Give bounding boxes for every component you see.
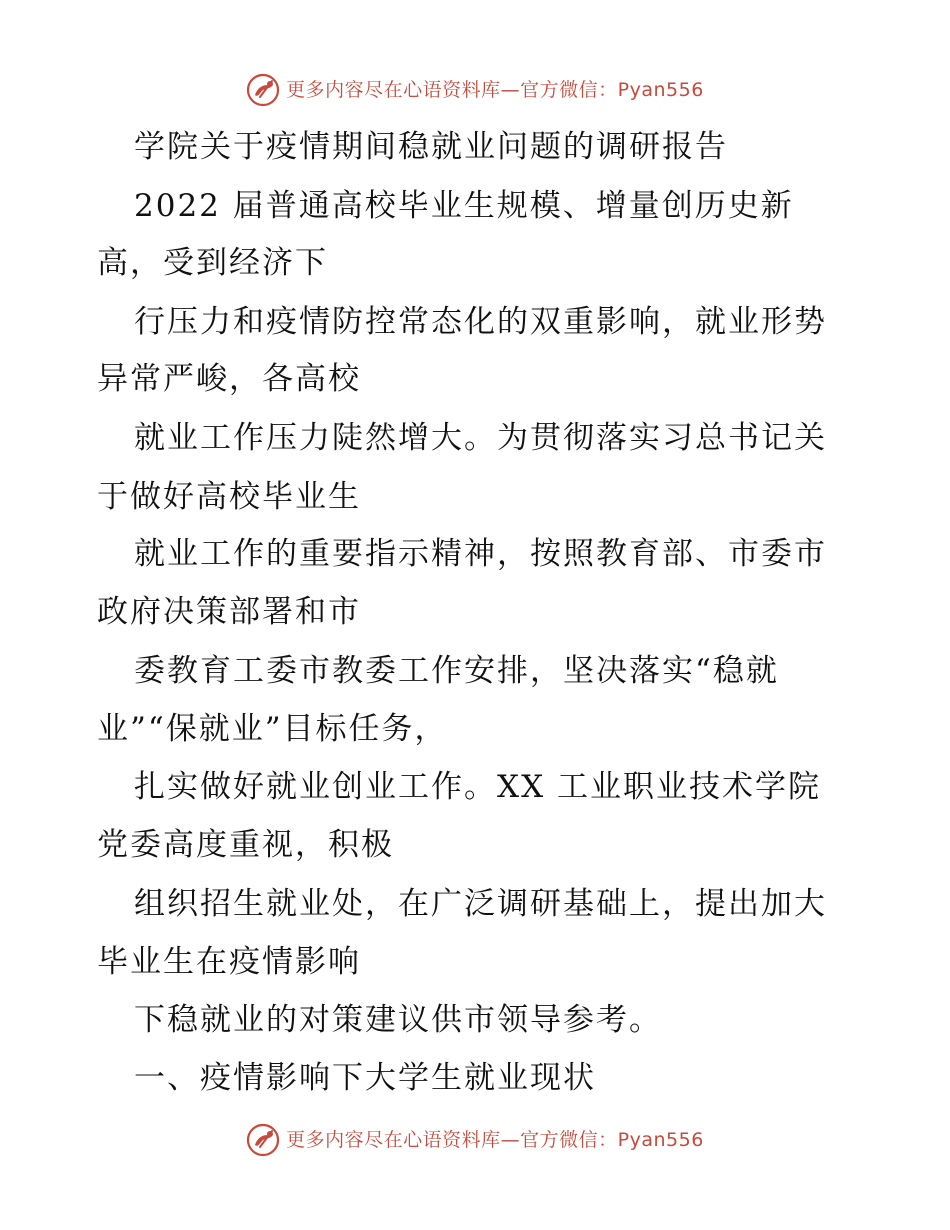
paragraph-line: 扎实做好就业创业工作。XX 工业职业技术学院 xyxy=(134,769,821,805)
footer-watermark xyxy=(0,1120,950,1160)
watermark-text: 更多内容尽在心语资料库—官方微信：Pyan556 xyxy=(286,1128,704,1151)
header-watermark xyxy=(0,70,950,110)
paragraph-line: 组织招生就业处，在广泛调研基础上，提出加大 xyxy=(134,886,827,922)
paragraph-line: 行压力和疫情防控常态化的双重影响，就业形势 xyxy=(134,304,827,340)
rose-logo-icon xyxy=(246,1123,280,1157)
paragraph-line: 高，受到经济下 xyxy=(97,245,328,281)
paragraph-line: 党委高度重视，积极 xyxy=(97,827,394,863)
paragraph-line: 下稳就业的对策建议供市领导参考。 xyxy=(134,1002,662,1038)
watermark-text: 更多内容尽在心语资料库—官方微信：Pyan556 xyxy=(286,78,704,101)
paragraph-line: 就业工作的重要指示精神，按照教育部、市委市 xyxy=(134,536,827,572)
paragraph-line: 业”“保就业”目标任务， xyxy=(97,711,448,747)
section-heading: 一、疫情影响下大学生就业现状 xyxy=(134,1060,596,1096)
paragraph-line: 2022 届普通高校毕业生规模、增量创历史新 xyxy=(134,188,794,224)
paragraph-line: 就业工作压力陡然增大。为贯彻落实习总书记关 xyxy=(134,420,827,456)
paragraph-line: 政府决策部署和市 xyxy=(97,594,361,630)
paragraph-line: 毕业生在疫情影响 xyxy=(97,944,361,980)
document-title: 学院关于疫情期间稳就业问题的调研报告 xyxy=(134,129,728,165)
paragraph-line: 于做好高校毕业生 xyxy=(97,479,361,515)
paragraph-line: 异常严峻，各高校 xyxy=(97,361,361,397)
paragraph-line: 委教育工委市教委工作安排，坚决落实“稳就 xyxy=(134,653,779,689)
rose-logo-icon xyxy=(246,73,280,107)
